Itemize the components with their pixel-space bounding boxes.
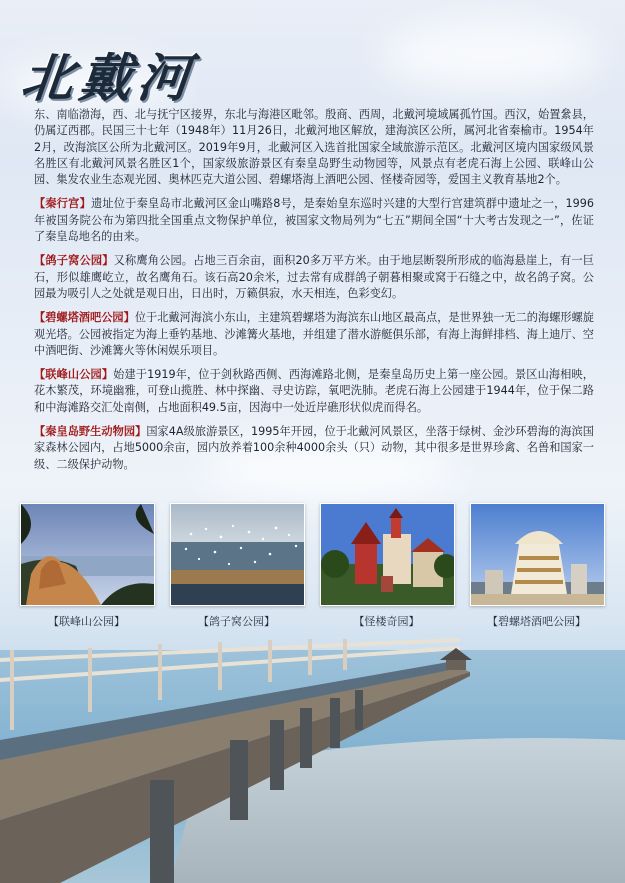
section-heading: 【秦皇岛野生动物园】 bbox=[34, 425, 147, 439]
photo-card-gezewo bbox=[170, 503, 303, 629]
photo-gezewo bbox=[170, 503, 305, 606]
section-wildlife-park bbox=[34, 424, 594, 473]
photo-caption: 【联峰山公园】 bbox=[48, 615, 125, 628]
photo-gallery bbox=[20, 503, 608, 633]
photo-caption: 【鸽子窝公园】 bbox=[198, 615, 275, 628]
section-heading: 【碧螺塔酒吧公园】 bbox=[34, 311, 135, 325]
page-title: 北戴河 bbox=[18, 49, 199, 109]
intro-paragraph: 东、南临渤海，西、北与抚宁区接界，东北与海港区毗邻。殷商、西周，北戴河境域属孤竹国。西汉，始置絫县，仍属辽西郡。民国三十七年（1948年）11月26日，北戴河地区解放，建海滨区公所，属河北省秦榆市。1954年2月，改海滨区公所为北戴河区。2019年9月，北戴河区入选首批国家全域旅游示范区。北戴河区境内国家级风景名胜区有北戴河风景名胜区1个，国家级旅游景区有秦皇岛野生动物园等，风景点有老虎石海上公园、联峰山公园、集发农业生态观光园、奥林匹克大道公园、碧螺塔海上酒吧公园、怪楼奇园等，爱国主义教育基地2个。 bbox=[34, 108, 594, 187]
section-lianfengshan bbox=[34, 367, 594, 416]
photo-biluota bbox=[470, 503, 605, 606]
section-text: 始建于1919年，位于剑秋路西侧、西海滩路北侧，是秦皇岛历史上第一座公园。景区山海相映，花木繁茂，环境幽雅，可登山揽胜、林中探幽、寻史访踪，氧吧洗肺。老虎石海上公园建于1944年，位于保二路和中海滩路交汇处南侧，占地面积49.5亩，因海中一处近岸礁形状似虎而得名。 bbox=[34, 368, 594, 414]
photo-card-guailouqiyuan bbox=[320, 503, 453, 629]
photo-guailouqiyuan bbox=[320, 503, 455, 606]
photo-lianfengshan bbox=[20, 503, 155, 606]
photo-caption: 【怪楼奇园】 bbox=[353, 615, 420, 628]
section-heading: 【联峰山公园】 bbox=[34, 368, 114, 382]
section-biluota bbox=[34, 310, 594, 359]
photo-card-biluota bbox=[470, 503, 603, 629]
photo-card-lianfengshan bbox=[20, 503, 153, 629]
section-heading: 【鸽子窝公园】 bbox=[34, 254, 114, 268]
section-text: 又称鹰角公园。占地三百余亩，面积20多万平方米。由于地层断裂所形成的临海悬崖上，有一巨石，形似雄鹰屹立，故名鹰角石。该石高20余米，过去常有成群鸽子朝暮相聚或窝于石缝之中，故名鸽子窝。公园最为吸引人之处就是观日出，日出时，万籁俱寂，水天相连，色彩变幻。 bbox=[34, 254, 594, 300]
section-text: 国家4A级旅游景区，1995年开园，位于北戴河风景区，坐落于绿树、金沙环碧海的海滨国家森林公园内，占地5000余亩，园内放养着100余种4000余头（只）动物，其中很多是世界珍禽、名兽和国家一级、二级保护动物。 bbox=[34, 425, 594, 471]
section-text: 位于北戴河海滨小东山，主建筑碧螺塔为海滨东山地区最高点，是世界独一无二的海螺形螺旋观光塔。公园被指定为海上垂钓基地、沙滩篝火基地，并组建了潜水游艇俱乐部，有海上海鲜排档、海上迪厅、空中酒吧街、沙滩篝火等休闲娱乐项目。 bbox=[34, 311, 594, 357]
section-heading: 【秦行宫】 bbox=[34, 197, 91, 211]
section-qinxinggong bbox=[34, 196, 594, 245]
photo-caption: 【碧螺塔酒吧公园】 bbox=[487, 615, 586, 628]
section-text: 遗址位于秦皇岛市北戴河区金山嘴路8号，是秦始皇东巡时兴建的大型行宫建筑群中遗址之一，1996年被国务院公布为第四批全国重点文物保护单位，被国家文物局列为“七五”期间全国“十大考古发现之一”，佐证了秦皇岛地名的由来。 bbox=[34, 197, 594, 244]
section-gezewo bbox=[34, 253, 594, 302]
pier-seascape-image bbox=[0, 620, 625, 883]
article-body bbox=[34, 107, 594, 481]
